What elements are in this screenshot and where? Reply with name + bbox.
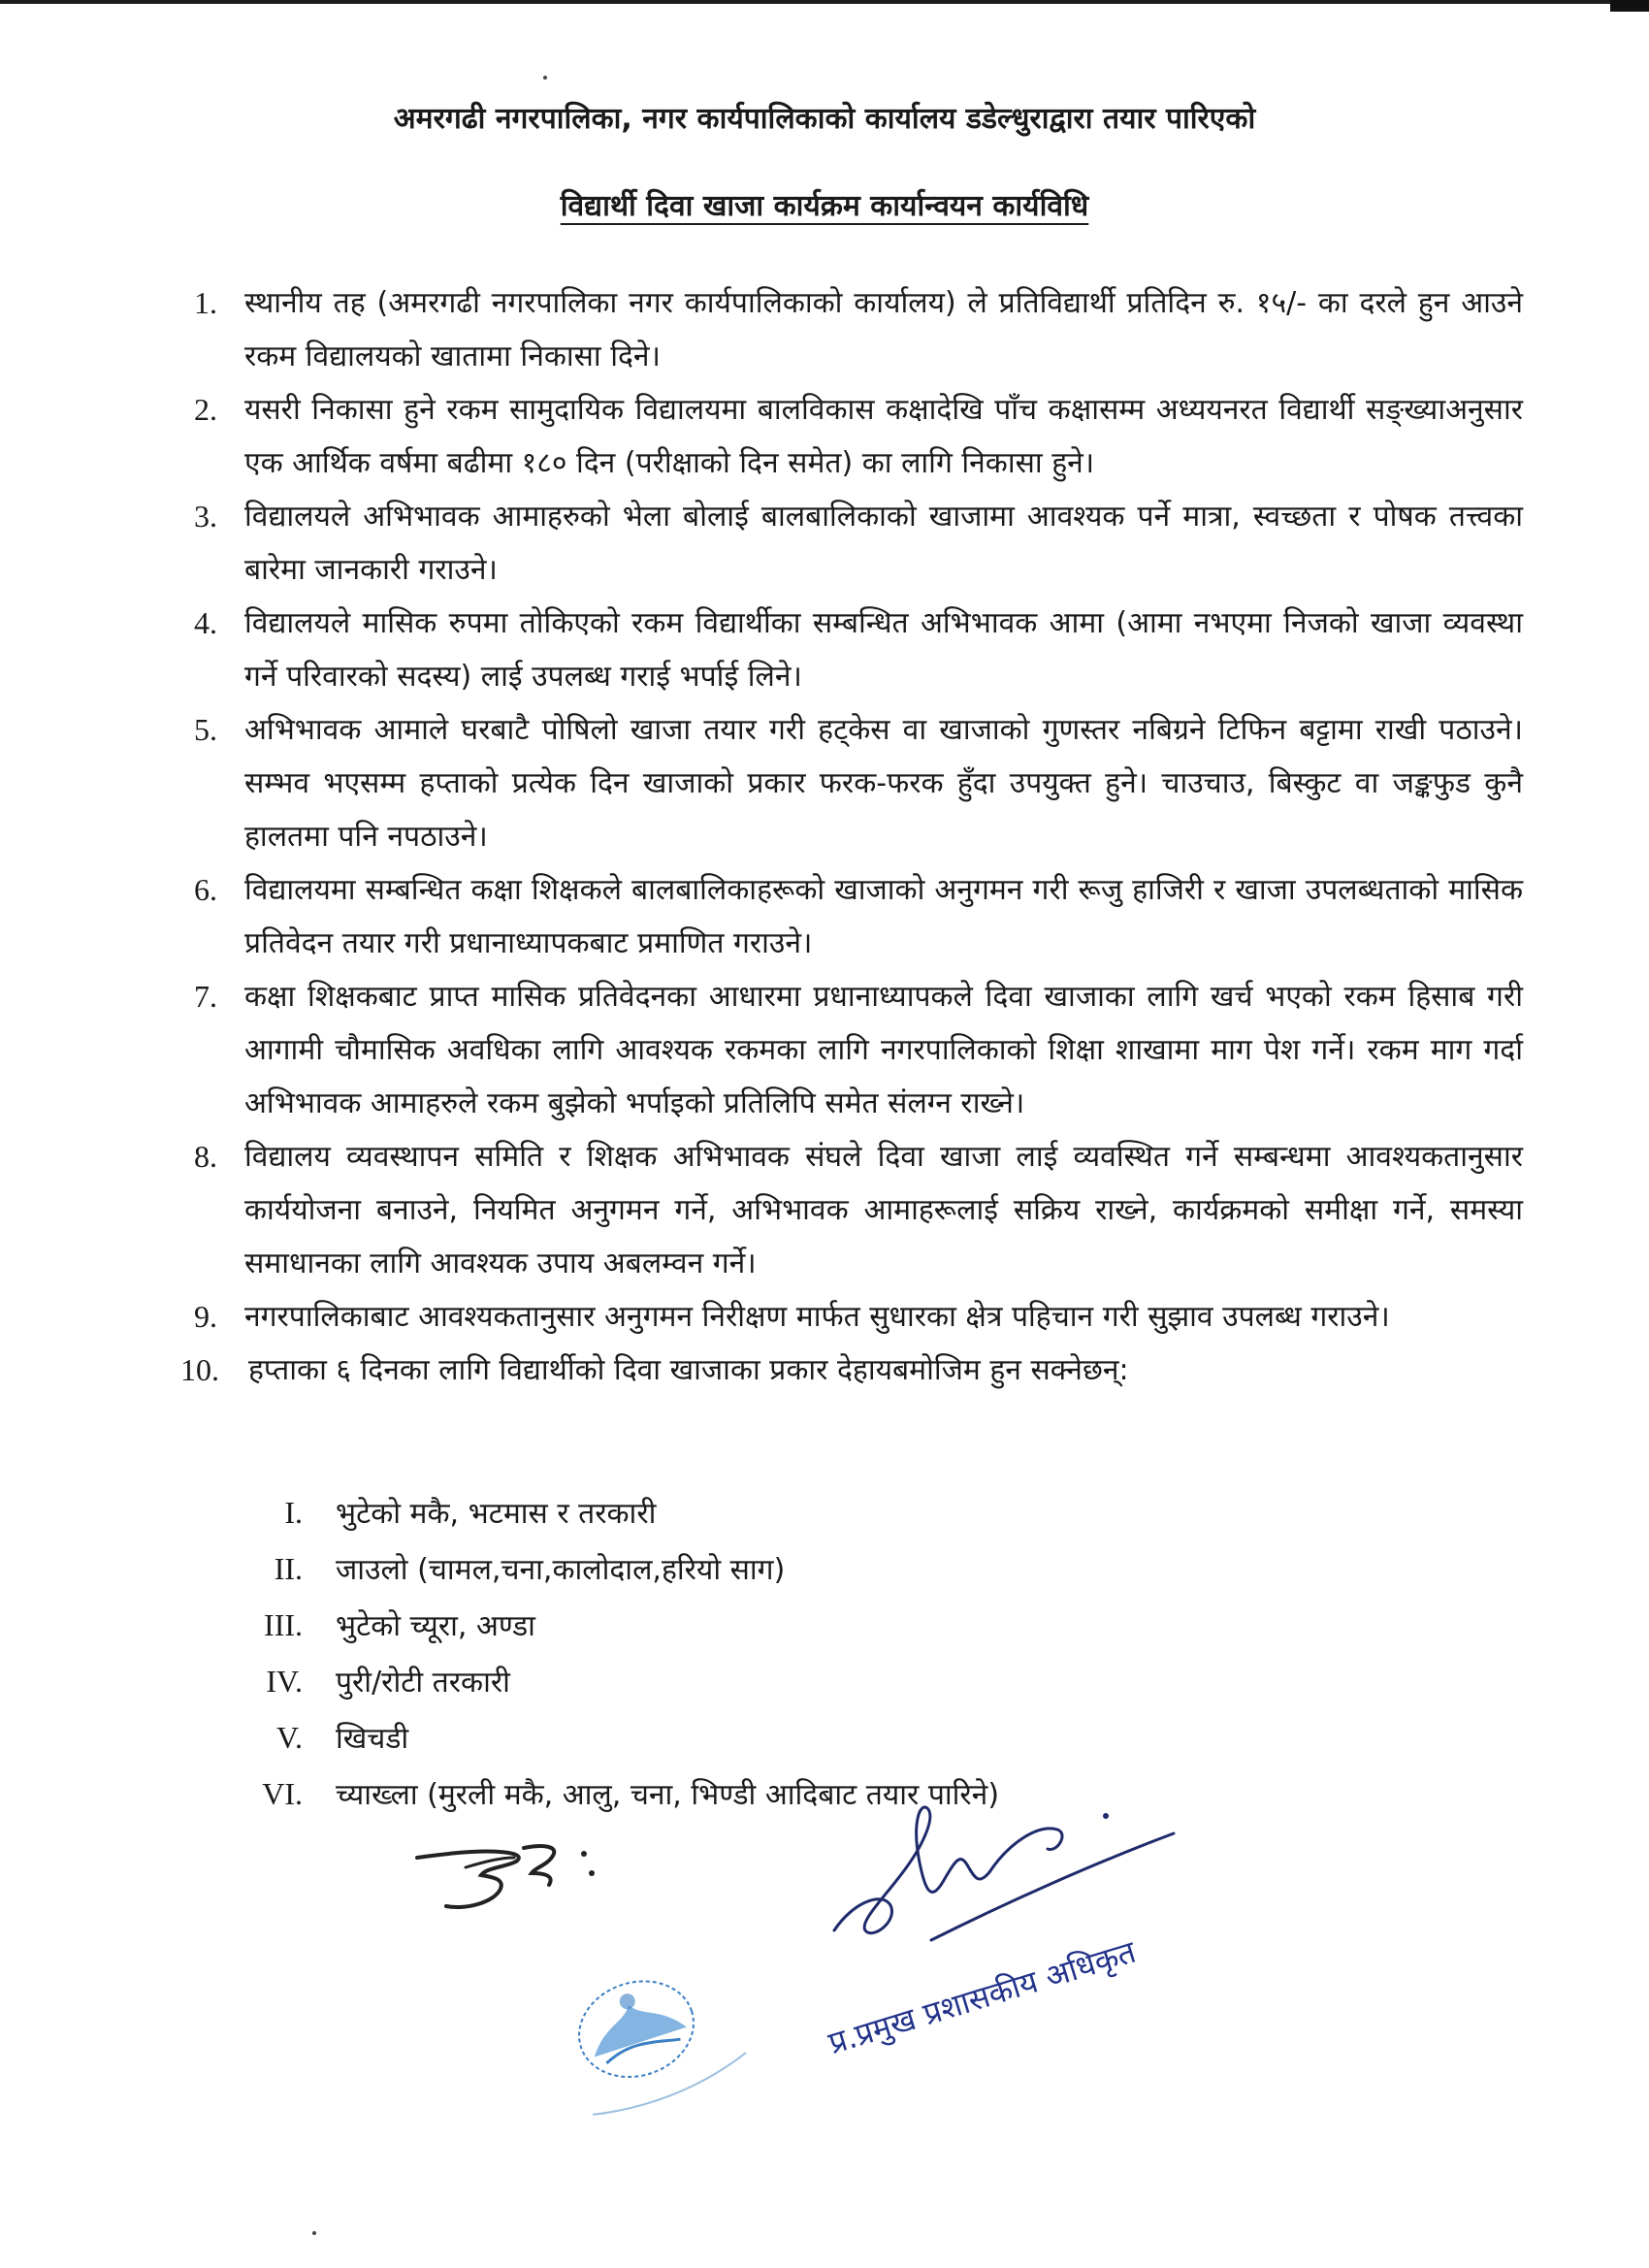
document-title — [0, 184, 1649, 224]
item-number: 3. — [194, 499, 217, 534]
municipality-seal — [543, 1950, 815, 2183]
item-number: 4. — [194, 605, 217, 640]
scan-edge — [0, 0, 1649, 4]
procedure-item — [194, 1130, 1523, 1290]
meal-option — [233, 1709, 999, 1766]
handwritten-initials — [407, 1829, 611, 1935]
meal-option — [233, 1653, 999, 1709]
meal-option — [233, 1540, 999, 1597]
procedure-item — [194, 703, 1523, 863]
item-number: 8. — [194, 1139, 217, 1174]
meal-option-numeral: III. — [264, 1607, 303, 1642]
scan-speck — [543, 76, 547, 80]
item-text: हप्ताका ६ दिनका लागि विद्यार्थीको दिवा खाजाका प्रकार देहायबमोजिम हुन सक्नेछन्: — [248, 1353, 1129, 1387]
item-number: 10. — [180, 1352, 219, 1387]
officer-title: प्र.प्रमुख प्रशासकीय अधिकृत — [824, 1932, 1141, 2062]
item-text: विद्यालय व्यवस्थापन समिति र शिक्षक अभिभावक संघले दिवा खाजा लाई व्यवस्थित गर्ने सम्बन्धमा आवश्यकतानुसार कार्ययोजना बनाउने, नियमित अनुगमन गर्ने, अभिभावक आमाहरूलाई सक्रिय राख्ने, कार्यक्रमको समीक्षा गर्ने, समस्या समाधानका लागि आवश्यक उपाय अबलम्वन गर्ने। — [244, 1140, 1523, 1280]
procedure-item — [194, 276, 1523, 383]
meal-option-text: भुटेको च्यूरा, अण्डा — [336, 1609, 535, 1643]
procedure-item — [194, 863, 1523, 970]
item-text: नगरपालिकाबाट आवश्यकतानुसार अनुगमन निरीक्षण मार्फत सुधारका क्षेत्र पहिचान गरी सुझाव उपलब्ध गराउने। — [244, 1300, 1390, 1334]
item-text: कक्षा शिक्षकबाट प्राप्त मासिक प्रतिवेदनका आधारमा प्रधानाध्यापकले दिवा खाजाका लागि खर्च भएको रकम हिसाब गरी आगामी चौमासिक अवधिका लागि आवश्यक रकमका लागि नगरपालिकाको शिक्षा शाखामा माग पेश गर्ने। रकम माग गर्दा अभिभावक आमाहरुले रकम बुझेको भर्पाइको प्रतिलिपि समेत संलग्न राख्ने। — [244, 980, 1523, 1120]
meal-option-text: च्याख्ला (मुरली मकै, आलु, चना, भिण्डी आदिबाट तयार पारिने) — [336, 1778, 1000, 1812]
item-number: 9. — [194, 1299, 217, 1334]
meal-option-numeral: VI. — [262, 1776, 303, 1811]
procedure-item — [180, 1344, 1523, 1397]
item-number: 7. — [194, 979, 217, 1014]
item-number: 2. — [194, 392, 217, 427]
procedure-list — [180, 276, 1523, 1397]
meal-option-numeral: IV. — [266, 1664, 303, 1699]
meal-option-numeral: I. — [284, 1495, 303, 1530]
item-number: 5. — [194, 712, 217, 747]
item-text: विद्यालयमा सम्बन्धित कक्षा शिक्षकले बालबालिकाहरूको खाजाको अनुगमन गरी रूजु हाजिरी र खाजा उपलब्धताको मासिक प्रतिवेदन तयार गरी प्रधानाध्यापकबाट प्रमाणित गराउने। — [244, 873, 1523, 960]
item-text: विद्यालयले मासिक रुपमा तोकिएको रकम विद्यार्थीका सम्बन्धित अभिभावक आमा (आमा नभएमा निजको खाजा व्यवस्था गर्ने परिवारको सदस्य) लाई उपलब्ध गराई भर्पाई लिने। — [244, 606, 1523, 694]
meal-option-numeral: II. — [274, 1551, 303, 1586]
scan-speck — [312, 2231, 316, 2235]
procedure-item — [194, 383, 1523, 490]
item-text: विद्यालयले अभिभावक आमाहरुको भेला बोलाई बालबालिकाको खाजामा आवश्यक पर्ने मात्रा, स्वच्छता र पोषक तत्त्वका बारेमा जानकारी गराउने। — [244, 500, 1523, 587]
document-title-text: विद्यार्थी दिवा खाजा कार्यक्रम कार्यान्वयन कार्यविधि — [560, 189, 1089, 223]
meal-option-text: पुरी/रोटी तरकारी — [336, 1666, 510, 1700]
meal-option — [233, 1597, 999, 1653]
meal-option-text: जाउलो (चामल,चना,कालोदाल,हरियो साग) — [336, 1553, 786, 1587]
meal-option — [233, 1484, 999, 1540]
scan-edge-mark — [1610, 0, 1649, 12]
item-text: स्थानीय तह (अमरगढी नगरपालिका नगर कार्यपालिकाको कार्यालय) ले प्रतिविद्यार्थी प्रतिदिन रु. १५/- का दरले हुन आउने रकम विद्यालयको खातामा निकासा दिने। — [244, 286, 1523, 373]
procedure-item — [194, 970, 1523, 1130]
meal-option-numeral: V. — [276, 1720, 303, 1755]
item-text: यसरी निकासा हुने रकम सामुदायिक विद्यालयमा बालविकास कक्षादेखि पाँच कक्षासम्म अध्ययनरत विद्यार्थी सङ्ख्याअनुसार एक आर्थिक वर्षमा बढीमा १८० दिन (परीक्षाको दिन समेत) का लागि निकासा हुने। — [244, 393, 1523, 480]
item-number: 6. — [194, 872, 217, 907]
item-text: अभिभावक आमाले घरबाटै पोषिलो खाजा तयार गरी हट्केस वा खाजाको गुणस्तर नबिग्रने टिफिन बट्टामा राखी पठाउने। सम्भव भएसम्म हप्ताको प्रत्येक दिन खाजाको प्रकार फरक-फरक हुँदा उपयुक्त हुने। चाउचाउ, बिस्कुट वा जङ्कफुड कुनै हालतमा पनि नपठाउने। — [244, 713, 1523, 854]
meal-option-text: भुटेको मकै, भटमास र तरकारी — [336, 1497, 657, 1531]
meal-option-text: खिचडी — [336, 1722, 409, 1756]
procedure-item — [194, 490, 1523, 597]
procedure-item — [194, 1290, 1523, 1344]
procedure-item — [194, 597, 1523, 703]
item-number: 1. — [194, 285, 217, 320]
meal-options-list — [233, 1484, 999, 1822]
office-heading: अमरगढी नगरपालिका, नगर कार्यपालिकाको कार्यालय डडेल्धुराद्वारा तयार पारिएको — [393, 102, 1256, 136]
